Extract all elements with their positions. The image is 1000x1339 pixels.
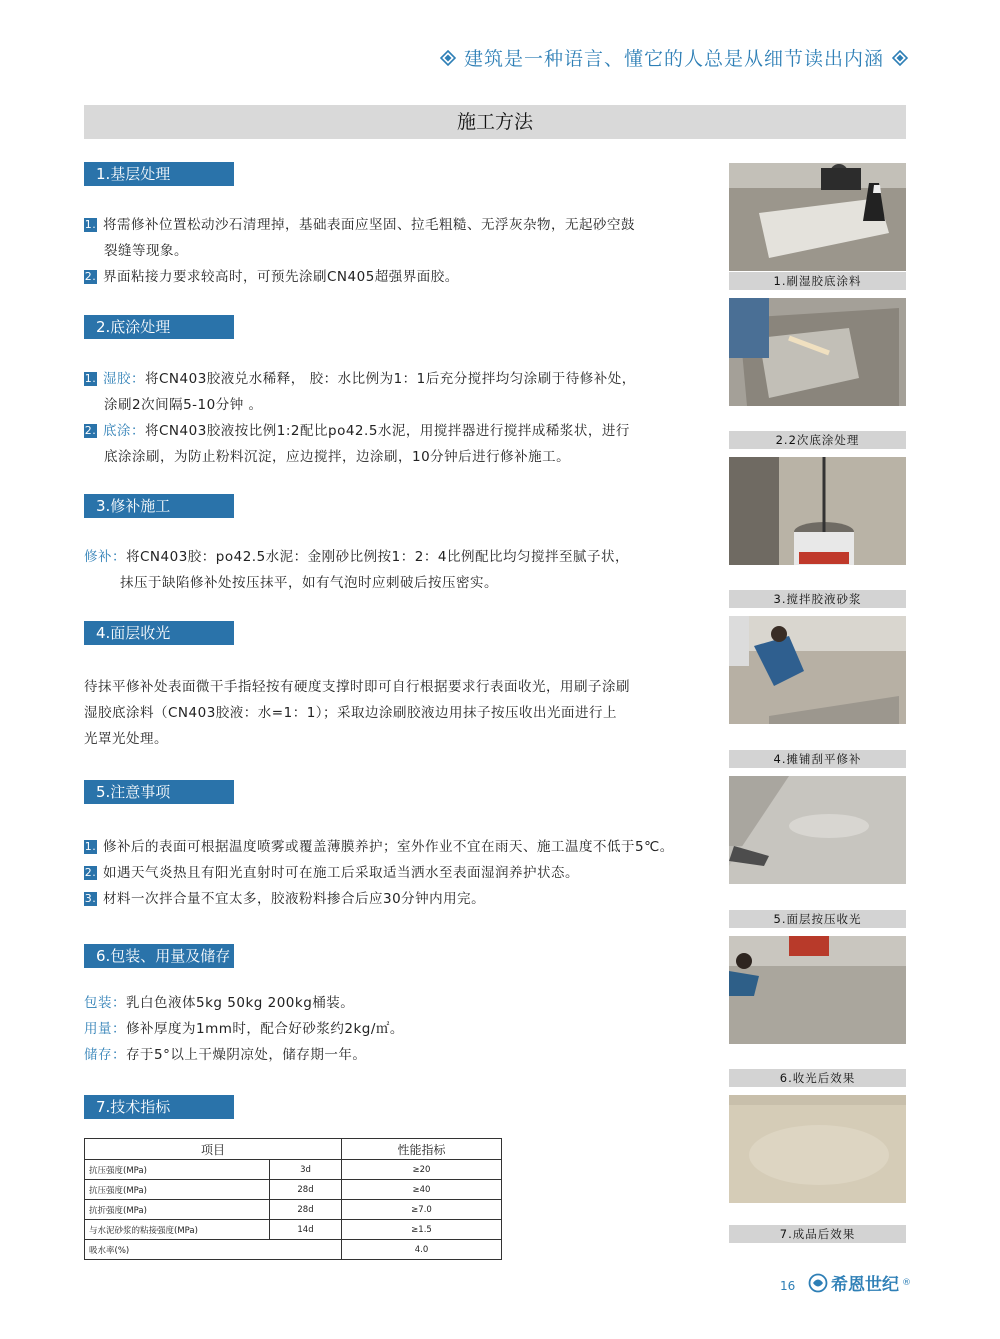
table-cell: 28d (270, 1200, 342, 1220)
table-row (85, 1220, 502, 1240)
spec-table (84, 1138, 502, 1260)
photo-caption: 6.收光后效果 (729, 1069, 906, 1087)
item-text: 修补厚度为1mm时，配合好砂浆约2kg/㎡。 (126, 1021, 404, 1037)
item-keyword: 修补： (84, 549, 126, 565)
item-number: 2. (84, 424, 97, 437)
section-heading-4: 4.面层收光 (84, 621, 234, 645)
section-heading-7: 7.技术指标 (84, 1095, 234, 1119)
table-row (85, 1180, 502, 1200)
table-row (85, 1160, 502, 1180)
photo-caption: 7.成品后效果 (729, 1225, 906, 1243)
list-item (84, 860, 704, 886)
list-item (84, 212, 684, 238)
table-cell: 抗折强度(MPa) (85, 1200, 270, 1220)
table-header-row (85, 1139, 502, 1160)
item-text: 将CN403胶：po42.5水泥：金刚砂比例按1：2：4比例配比均匀搅拌至腻子状， (126, 549, 629, 565)
list-item (84, 366, 684, 392)
list-item (84, 886, 704, 912)
item-text: 将CN403胶液按比例1:2配比po42.5水泥，用搅拌器进行搅拌成稀浆状，进行 (145, 423, 630, 439)
section-heading-2: 2.底涂处理 (84, 315, 234, 339)
section-4-body (84, 674, 684, 752)
page-title: 施工方法 (84, 105, 906, 139)
item-text: 存于5°以上干燥阴凉处，储存期一年。 (126, 1047, 367, 1063)
item-continuation: 裂缝等现象。 (104, 243, 188, 259)
list-item (84, 418, 684, 444)
list-item (84, 1016, 684, 1042)
table-cell: 与水泥砂浆的粘接强度(MPa) (85, 1220, 270, 1240)
table-cell: ≥7.0 (342, 1200, 502, 1220)
paragraph-line: 湿胶底涂料（CN403胶液：水=1：1）；采取边涂刷胶液边用抹子按压收出光面进行上 (84, 705, 618, 721)
page-number: 16 (780, 1279, 796, 1293)
section-6-body (84, 990, 684, 1068)
table-cell: ≥1.5 (342, 1220, 502, 1240)
diamond-icon (440, 50, 456, 66)
item-number: 2. (84, 866, 97, 879)
section-heading-5: 5.注意事项 (84, 780, 234, 804)
section-1-body (84, 212, 684, 290)
brand-logo (808, 1270, 911, 1295)
item-continuation: 涂刷2次间隔5-10分钟 。 (104, 397, 263, 413)
item-continuation: 底涂涂刷，为防止粉料沉淀，应边搅拌，边涂刷，10分钟后进行修补施工。 (104, 449, 571, 465)
paragraph-line (84, 544, 684, 570)
item-keyword: 储存： (84, 1047, 126, 1063)
item-text: 将CN403胶液兑水稀释， 胶：水比例为1：1后充分搅拌均匀涂刷于待修补处， (145, 371, 636, 387)
list-item (84, 834, 704, 860)
table-header: 项目 (85, 1139, 342, 1160)
photo-caption: 2.2次底涂处理 (729, 431, 906, 449)
table-row (85, 1200, 502, 1220)
photo-5 (729, 776, 906, 884)
item-text: 将需修补位置松动沙石清理掉，基础表面应坚固、拉毛粗糙、无浮灰杂物，无起砂空鼓 (103, 217, 635, 233)
table-cell: 3d (270, 1160, 342, 1180)
table-cell: 吸水率(%) (85, 1240, 342, 1260)
item-keyword: 底涂： (103, 423, 145, 439)
photo-6 (729, 936, 906, 1044)
list-item (84, 990, 684, 1016)
photo-4 (729, 616, 906, 724)
registered-mark: ® (902, 1277, 911, 1288)
header-slogan (440, 44, 908, 71)
list-item (84, 264, 684, 290)
brand-logo-icon (808, 1273, 828, 1293)
paragraph-line: 光罩光处理。 (84, 731, 168, 747)
item-text: 如遇天气炎热且有阳光直射时可在施工后采取适当洒水至表面湿润养护状态。 (103, 865, 579, 881)
item-number: 1. (84, 218, 97, 231)
table-header: 性能指标 (342, 1139, 502, 1160)
slogan-text: 建筑是一种语言、懂它的人总是从细节读出内涵 (463, 48, 884, 70)
photo-caption: 5.面层按压收光 (729, 910, 906, 928)
section-2-body (84, 366, 684, 470)
item-keyword: 湿胶： (103, 371, 145, 387)
table-cell: 14d (270, 1220, 342, 1240)
table-cell: ≥40 (342, 1180, 502, 1200)
item-keyword: 用量： (84, 1021, 126, 1037)
item-number: 2. (84, 270, 97, 283)
section-5-body (84, 834, 704, 912)
photo-caption: 4.摊铺刮平修补 (729, 750, 906, 768)
table-cell: 28d (270, 1180, 342, 1200)
item-text: 材料一次拌合量不宜太多，胶液粉料掺合后应30分钟内用完。 (103, 891, 486, 907)
section-heading-1: 1.基层处理 (84, 162, 234, 186)
paragraph-line: 待抹平修补处表面微干手指轻按有硬度支撑时即可自行根据要求行表面收光，用刷子涂刷 (84, 679, 630, 695)
item-text: 界面粘接力要求较高时，可预先涂刷CN405超强界面胶。 (103, 269, 459, 285)
photo-2 (729, 298, 906, 406)
section-heading-6: 6.包装、用量及储存 (84, 944, 234, 968)
item-continuation: 抹压于缺陷修补处按压抹平，如有气泡时应刺破后按压密实。 (120, 575, 498, 591)
item-keyword: 包装： (84, 995, 126, 1011)
table-cell: 4.0 (342, 1240, 502, 1260)
brand-name: 希恩世纪 (831, 1275, 899, 1295)
list-item (84, 1042, 684, 1068)
photo-1 (729, 163, 906, 271)
photo-3 (729, 457, 906, 565)
diamond-icon (892, 50, 908, 66)
table-cell: 抗压强度(MPa) (85, 1180, 270, 1200)
photo-7 (729, 1095, 906, 1203)
table-row (85, 1240, 502, 1260)
item-text: 修补后的表面可根据温度喷雾或覆盖薄膜养护；室外作业不宜在雨天、施工温度不低于5℃。 (103, 839, 674, 855)
item-text: 乳白色液体5kg 50kg 200kg桶装。 (126, 995, 355, 1011)
item-number: 1. (84, 372, 97, 385)
item-number: 1. (84, 840, 97, 853)
table-cell: ≥20 (342, 1160, 502, 1180)
section-3-body (84, 544, 684, 596)
table-cell: 抗压强度(MPa) (85, 1160, 270, 1180)
photo-caption: 3.搅拌胶液砂浆 (729, 590, 906, 608)
item-number: 3. (84, 892, 97, 905)
photo-caption: 1.刷湿胶底涂料 (729, 272, 906, 290)
section-heading-3: 3.修补施工 (84, 494, 234, 518)
